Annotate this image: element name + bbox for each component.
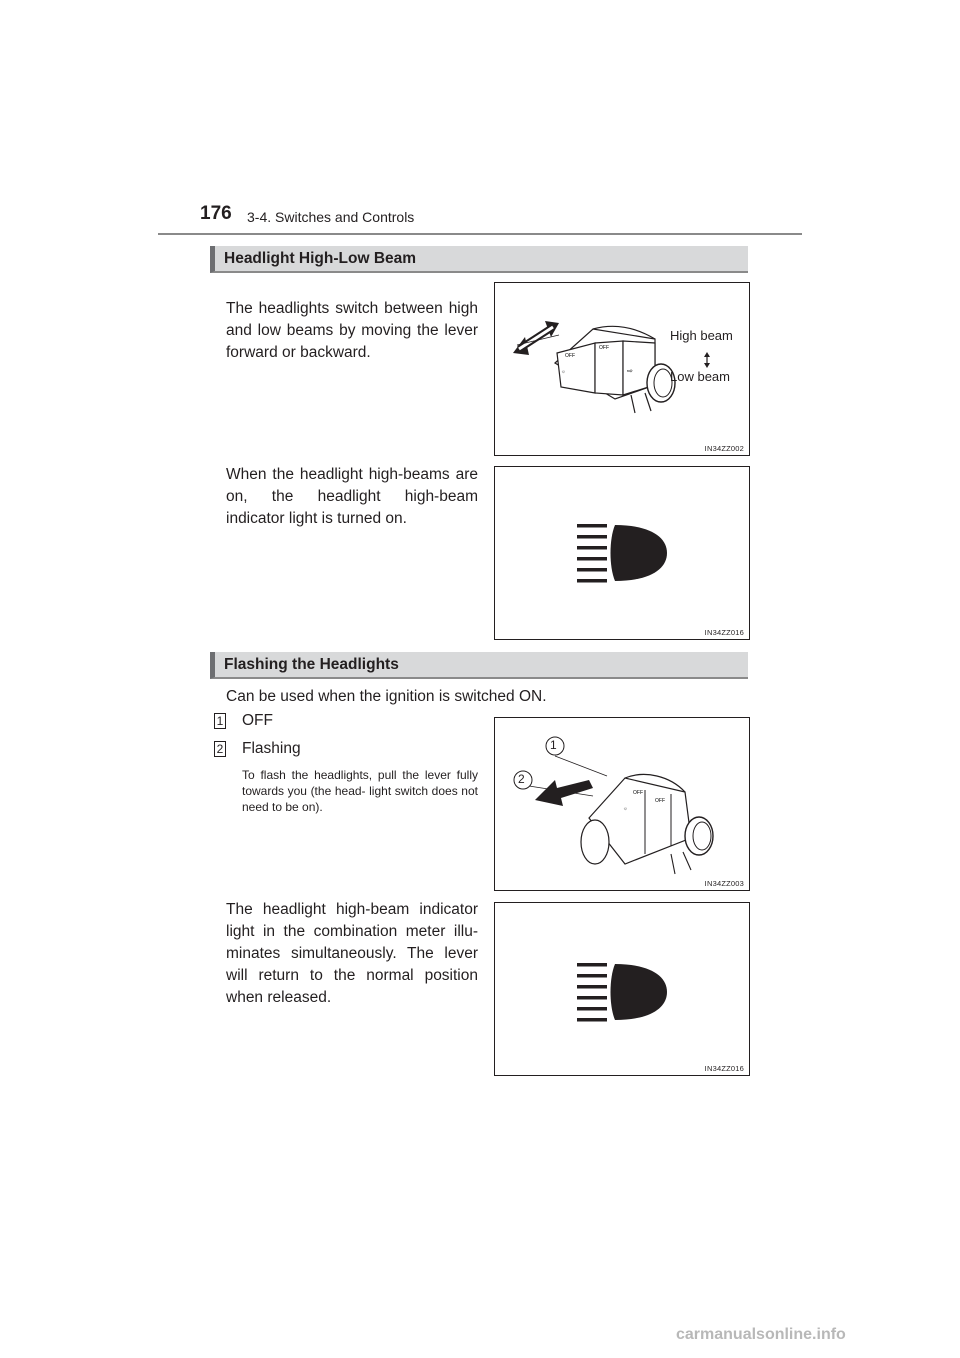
figure-lever-high-low: [494, 282, 750, 456]
svg-text:☼: ☼: [623, 806, 628, 812]
figure-code: IN34ZZ016: [704, 628, 744, 637]
svg-text:OFF: OFF: [655, 798, 665, 804]
high-beam-indicator-icon: [495, 903, 749, 1075]
figure-high-beam-indicator: [494, 466, 750, 640]
item-label-off: OFF: [242, 712, 273, 729]
high-beam-indicator-icon: [495, 467, 749, 639]
label-high-beam: High beam: [670, 328, 733, 343]
callout-1: 1: [550, 738, 557, 752]
note-flashing: To flash the headlights, pull the lever fully towards you (the head- light switch does not need to be on).: [242, 768, 478, 814]
section-header-high-low-beam: [210, 246, 748, 273]
figure-code: IN34ZZ016: [704, 1064, 744, 1073]
chapter-title: 3-4. Switches and Controls: [247, 209, 415, 225]
svg-text:⇨: ⇨: [627, 368, 633, 375]
label-low-beam: Low beam: [670, 369, 730, 384]
paragraph-indicator: When the headlight high-beams are on, the headlight high-beam indicator light is turned on.: [226, 466, 478, 527]
svg-text:☼: ☼: [561, 369, 566, 375]
section-title: Flashing the Headlights: [224, 656, 399, 673]
list-item: [214, 712, 226, 730]
figure-code: IN34ZZ002: [704, 444, 744, 453]
paragraph-indicator-illuminates: The headlight high-beam indicator light in the combination meter illu- minates simultaneously. The lever will return to the normal position when released.: [226, 901, 478, 1006]
page-number: 176: [200, 203, 232, 224]
lever-flash-illustration: [495, 718, 749, 890]
watermark: carmanualsonline.info: [676, 1326, 846, 1343]
svg-text:OFF: OFF: [599, 345, 609, 351]
paragraph-ignition: Can be used when the ignition is switched ON.: [226, 688, 547, 705]
section-header-flashing: [210, 652, 748, 679]
callout-2: 2: [518, 772, 525, 786]
svg-text:OFF: OFF: [565, 353, 575, 359]
list-item: [214, 740, 226, 758]
header-divider: [158, 233, 802, 235]
svg-text:OFF: OFF: [633, 790, 643, 796]
item-label-flashing: Flashing: [242, 740, 301, 757]
figure-high-beam-indicator-2: [494, 902, 750, 1076]
figure-lever-flashing: [494, 717, 750, 891]
item-number: 2: [214, 741, 226, 757]
item-number: 1: [214, 713, 226, 729]
paragraph-high-low: The headlights switch between high and low beams by moving the lever forward or backward.: [226, 300, 478, 361]
figure-code: IN34ZZ003: [704, 879, 744, 888]
section-title: Headlight High-Low Beam: [224, 250, 417, 267]
